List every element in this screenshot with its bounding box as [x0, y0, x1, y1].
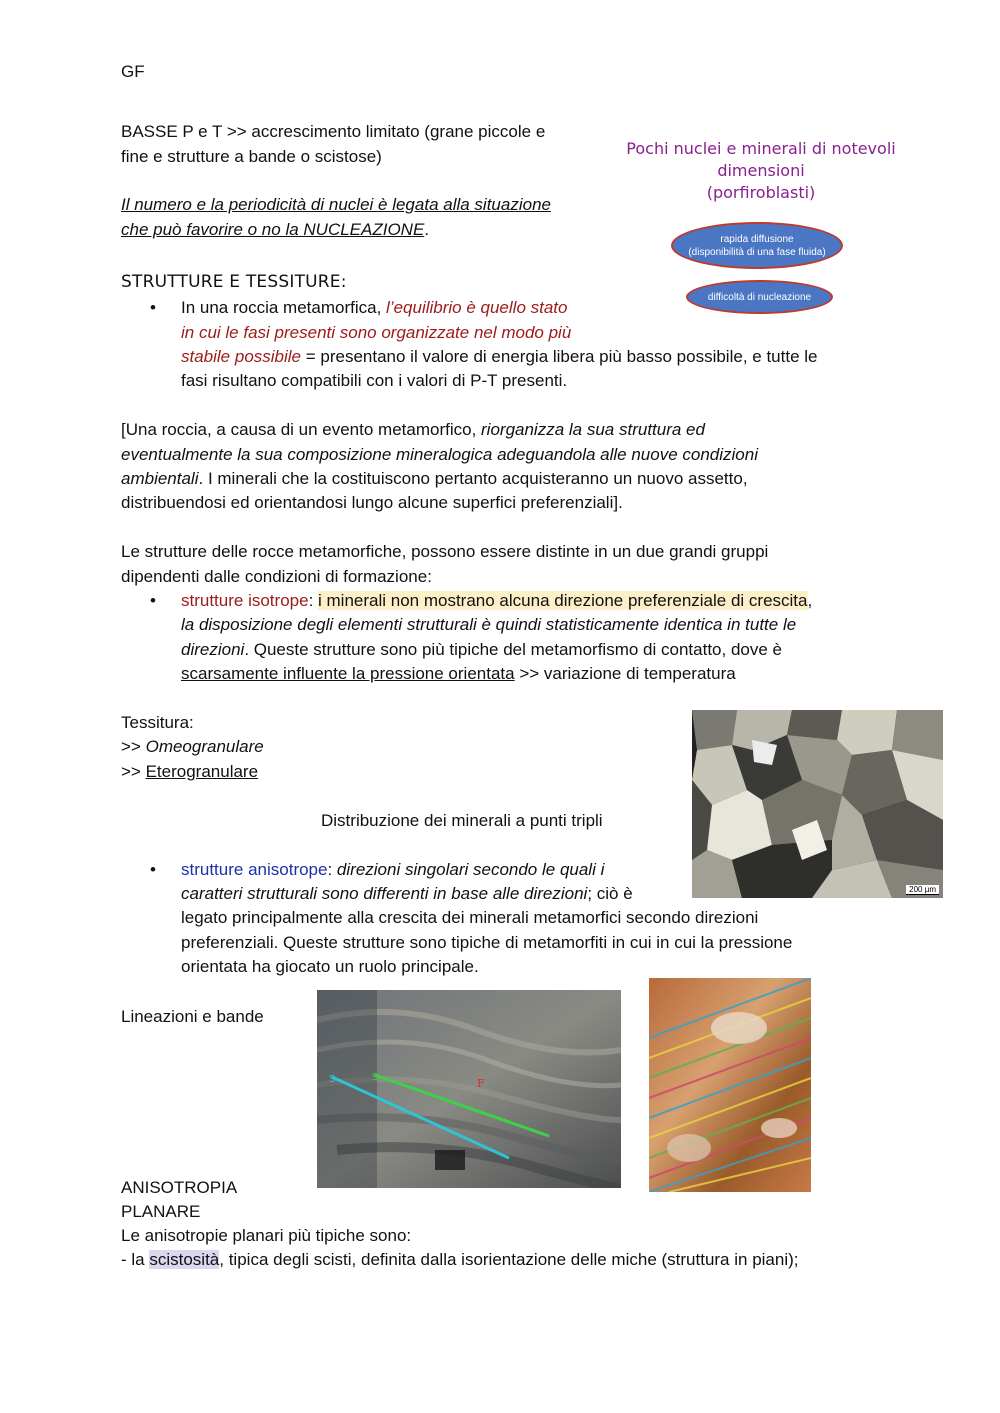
equilibrium-intro: In una roccia metamorfica, — [181, 298, 387, 317]
schistosity-highlight: scistosità — [149, 1250, 220, 1269]
isotropic-label: strutture isotrope — [181, 591, 309, 610]
svg-text:F: F — [477, 1077, 485, 1090]
planar-heading-1: ANISOTROPIA — [121, 1178, 238, 1197]
isotropic-highlight: i minerali non mostrano alcuna direzione preferenziale di crescita — [318, 591, 808, 610]
nucleation-ellipse — [686, 280, 833, 314]
bracket-text-3b: . I minerali che la costituiscono pertanto acquisteranno un nuovo assetto, — [198, 469, 748, 488]
equilibrium-line-4: fasi risultano compatibili con i valori di P-T presenti. — [181, 371, 568, 390]
equilibrium-line-2 — [181, 321, 571, 345]
bracket-text-3a: ambientali — [121, 469, 199, 488]
isotropic-line-4 — [181, 662, 736, 686]
bullet-dot: • — [150, 298, 156, 317]
nucleation-line-1 — [121, 193, 551, 217]
bracket-line-3 — [121, 467, 748, 491]
lineations-label: Lineazioni e bande — [121, 1007, 264, 1026]
intro-line-2: fine e strutture a bande o scistose) — [121, 147, 382, 166]
isotropic-text-4a: scarsamente influente la pressione orientata — [181, 664, 515, 683]
equilibrium-def-3: stabile possibile — [181, 347, 302, 366]
outcrop-image — [317, 990, 621, 1188]
texture-label: Tessitura: — [121, 713, 194, 732]
bracket-line-4: distribuendosi ed orientandosi lungo alcune superfici preferenziali]. — [121, 493, 623, 512]
planar-intro: Le anisotropie planari più tipiche sono: — [121, 1226, 412, 1245]
isotropic-line-1 — [181, 589, 812, 613]
anisotropic-line-3: legato principalmente alla crescita dei minerali metamorfici secondo direzioni — [181, 908, 759, 927]
anisotropic-line-4: preferenziali. Queste strutture sono tipiche di metamorfiti in cui in cui la pressione — [181, 933, 793, 952]
granoblastic-texture-image — [692, 710, 943, 898]
anisotropic-text-2-end: ; ciò è — [587, 884, 633, 903]
anisotropic-line-1 — [181, 858, 604, 882]
isotropic-colon: : — [308, 591, 319, 610]
svg-text:S: S — [329, 1074, 336, 1085]
page-initials: GF — [121, 62, 145, 81]
equilibrium-line-3 — [181, 345, 817, 369]
nucleation-text-1: Il numero e la periodicità di nuclei è legata alla situazione — [121, 195, 551, 214]
bracket-text-1b: riorganizza la sua struttura ed — [481, 420, 705, 439]
granoblastic-thin-section-photo — [692, 710, 943, 898]
planar-schistosity — [121, 1248, 799, 1272]
equilibrium-line-1 — [181, 296, 567, 320]
anisotropic-line-2 — [181, 882, 633, 906]
porphyroblast-note — [622, 138, 900, 204]
triple-point-caption: Distribuzione dei minerali a punti tripli — [321, 811, 603, 830]
svg-text:S: S — [372, 1072, 379, 1083]
nucleation-line-2 — [121, 218, 429, 242]
nucleation-ellipse-label: difficoltà di nucleazione — [707, 291, 812, 303]
porphyroblast-note-line-1: Pochi nuclei e minerali di notevoli — [626, 139, 896, 158]
bracket-text-1a: [Una roccia, a causa di un evento metamorfico, — [121, 420, 482, 439]
anisotropic-text-2: caratteri strutturali sono differenti in base alle direzioni — [181, 884, 588, 903]
isotropic-comma: , — [807, 591, 813, 610]
groups-line-1: Le strutture delle rocce metamorfiche, possono essere distinte in un due grandi gruppi — [121, 542, 769, 561]
bracket-line-2: eventualmente la sua composizione mineralogica adeguandola alle nuove condizioni — [121, 445, 758, 464]
texture-omeogranulare: Omeogranulare — [145, 737, 264, 756]
schist-thin-section-photo — [649, 978, 811, 1192]
isotropic-line-3 — [181, 638, 782, 662]
texture-item-omeogranulare — [121, 735, 264, 759]
texture-eterogranulare: Eterogranulare — [145, 762, 259, 781]
bullet-dot: • — [150, 860, 156, 879]
texture-arrow: >> — [121, 762, 146, 781]
scale-bar-label: 200 µm — [906, 885, 939, 895]
intro-line-1: BASSE P e T >> accrescimento limitato (grane piccole e — [121, 122, 546, 141]
bullet-dot: • — [150, 591, 156, 610]
isotropic-text-4b: >> variazione di temperatura — [514, 664, 736, 683]
diffusion-ellipse-line-2: (disponibilità di una fase fluida) — [688, 246, 826, 258]
isotropic-text-3a: direzioni — [181, 640, 245, 659]
isotropic-line-2: la disposizione degli elementi strutturali è quindi statisticamente identica in tutte le — [181, 615, 797, 634]
schistosity-definition: , tipica degli scisti, definita dalla isorientazione delle miche (struttura in piani); — [219, 1250, 799, 1269]
groups-line-2: dipendenti dalle condizioni di formazione: — [121, 567, 432, 586]
section-heading-structures: STRUTTURE E TESSITURE: — [121, 272, 347, 292]
isotropic-text-3b: . Queste strutture sono più tipiche del metamorfismo di contatto, dove è — [244, 640, 782, 659]
porphyroblast-note-line-3: (porfiroblasti) — [706, 183, 816, 202]
schist-texture-image — [649, 978, 811, 1192]
equilibrium-def-2: in cui le fasi presenti sono organizzate nel modo più — [181, 323, 572, 342]
equilibrium-def-1: l’equilibrio è quello stato — [386, 298, 568, 317]
nucleation-text-2: che può favorire o no la NUCLEAZIONE — [121, 220, 425, 239]
anisotropic-text-1: direzioni singolari secondo le quali i — [336, 860, 605, 879]
equilibrium-explanation: = presentano il valore di energia libera più basso possibile, e tutte le — [301, 347, 818, 366]
porphyroblast-note-line-2: dimensioni — [717, 161, 805, 180]
anisotropic-colon: : — [327, 860, 337, 879]
texture-item-eterogranulare — [121, 760, 258, 784]
diffusion-ellipse-line-1: rapida diffusione — [720, 233, 794, 245]
texture-arrow: >> — [121, 737, 146, 756]
diffusion-ellipse — [671, 222, 843, 269]
planar-heading-2: PLANARE — [121, 1202, 201, 1221]
planar-dash: - la — [121, 1250, 150, 1269]
nucleation-period: . — [424, 220, 430, 239]
anisotropic-label: strutture anisotrope — [181, 860, 328, 879]
anisotropic-line-5: orientata ha giocato un ruolo principale. — [181, 957, 479, 976]
bracket-line-1 — [121, 418, 705, 442]
outcrop-lineation-photo — [317, 990, 621, 1188]
